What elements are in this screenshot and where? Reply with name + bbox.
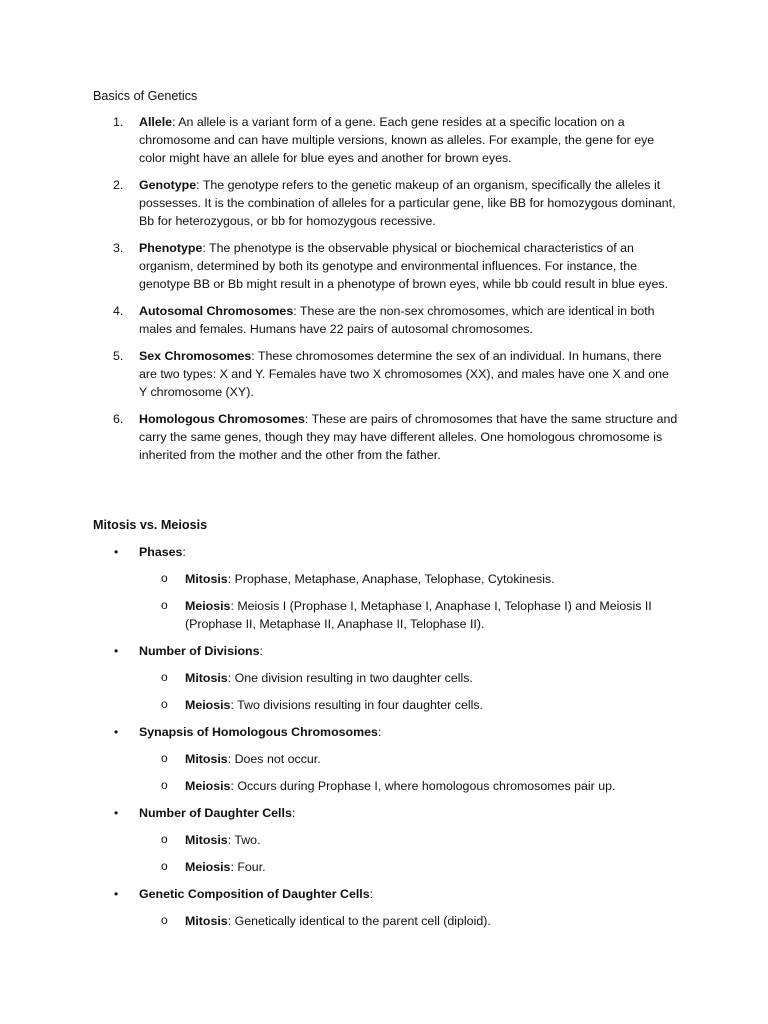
- list-item-phases: [0, 543, 768, 633]
- term-definition: : These are pairs of chromosomes that have the same structure and carry the same genes, though they may have different alleles. One homologous chromosome is inherited from the mother and the other from the father.: [139, 412, 678, 462]
- circle-bullet-icon: o: [161, 670, 168, 684]
- term-label: Meiosis: [185, 698, 231, 712]
- circle-bullet-icon: o: [161, 859, 168, 873]
- term-definition: : Two.: [227, 833, 261, 847]
- sub-list: [139, 831, 768, 876]
- circle-bullet-icon: o: [161, 751, 168, 765]
- category-colon: :: [369, 887, 374, 901]
- term-label: Mitosis: [185, 914, 228, 928]
- term-label: Phenotype: [139, 241, 203, 255]
- circle-bullet-icon: o: [161, 571, 168, 585]
- term-label: Mitosis: [185, 671, 228, 685]
- term-label: Meiosis: [185, 779, 231, 793]
- sub-item-mitosis: [139, 912, 685, 930]
- category-colon: :: [291, 806, 296, 820]
- term-definition: : Does not occur.: [227, 752, 321, 766]
- term-label: Autosomal Chromosomes: [139, 304, 294, 318]
- term-label: Genotype: [139, 178, 197, 192]
- sub-list: [139, 750, 768, 795]
- sub-item-mitosis: [139, 669, 685, 687]
- list-item-number-of-divisions: [0, 642, 768, 714]
- sub-list: [139, 669, 768, 714]
- term-definition: : Two divisions resulting in four daughter cells.: [230, 698, 483, 712]
- term-label: Mitosis: [185, 833, 228, 847]
- list-item-sex-chromosomes: [0, 347, 679, 401]
- category-label: Phases: [139, 545, 183, 559]
- category-label: Synapsis of Homologous Chromosomes: [139, 725, 378, 739]
- category-colon: :: [377, 725, 382, 739]
- list-item-genetic-composition: [0, 885, 768, 930]
- category-label: Number of Daughter Cells: [139, 806, 292, 820]
- sub-item-mitosis: [139, 570, 685, 588]
- bullet-icon: •: [114, 806, 119, 820]
- list-item-autosomal-chromosomes: [0, 302, 679, 338]
- bullet-icon: •: [114, 644, 119, 658]
- term-label: Sex Chromosomes: [139, 349, 252, 363]
- term-definition: : Occurs during Prophase I, where homologous chromosomes pair up.: [230, 779, 616, 793]
- sub-item-meiosis: [139, 777, 685, 795]
- section-heading-mitosis-vs-meiosis: Mitosis vs. Meiosis: [93, 518, 208, 532]
- list-number: 3.: [113, 241, 124, 255]
- list-number: 4.: [113, 304, 124, 318]
- list-item-homologous-chromosomes: [0, 410, 679, 464]
- term-label: Mitosis: [185, 752, 228, 766]
- circle-bullet-icon: o: [161, 913, 168, 927]
- term-definition: : These are the non-sex chromosomes, which are identical in both males and females. Humans have 22 pairs of autosomal chromosomes.: [139, 304, 655, 336]
- bullet-icon: •: [114, 725, 119, 739]
- term-definition: : Meiosis I (Prophase I, Metaphase I, Anaphase I, Telophase I) and Meiosis II (Prophase II, Metaphase II, Anaphase II, Telophase II).: [185, 599, 652, 631]
- category-label: Number of Divisions: [139, 644, 260, 658]
- sub-list: [139, 912, 768, 930]
- section-heading-basics-of-genetics: Basics of Genetics: [93, 89, 198, 103]
- sub-item-meiosis: [139, 696, 685, 714]
- category-colon: :: [182, 545, 186, 559]
- bullet-icon: •: [114, 545, 119, 559]
- term-definition: : Prophase, Metaphase, Anaphase, Telophase, Cytokinesis.: [227, 572, 555, 586]
- list-item-synapsis: [0, 723, 768, 795]
- list-number: 6.: [113, 412, 124, 426]
- term-label: Mitosis: [185, 572, 228, 586]
- sub-list: [139, 570, 768, 633]
- category-colon: :: [259, 644, 263, 658]
- circle-bullet-icon: o: [161, 778, 168, 792]
- comparison-list: [0, 543, 768, 939]
- circle-bullet-icon: o: [161, 598, 168, 612]
- category-label: Genetic Composition of Daughter Cells: [139, 887, 370, 901]
- term-definition: : Genetically identical to the parent cell (diploid).: [227, 914, 491, 928]
- term-definition: : Four.: [230, 860, 266, 874]
- term-definition: : The genotype refers to the genetic makeup of an organism, specifically the alleles it possesses. It is the combination of alleles for a particular gene, like BB for homozygous dominant, Bb for heterozygous, or bb for homozygous recessive.: [139, 178, 676, 228]
- list-item-allele: [0, 113, 679, 167]
- sub-item-mitosis: [139, 750, 685, 768]
- list-number: 2.: [113, 178, 124, 192]
- list-item-number-of-daughter-cells: [0, 804, 768, 876]
- list-number: 5.: [113, 349, 124, 363]
- list-item-phenotype: [0, 239, 679, 293]
- term-definition: : An allele is a variant form of a gene. Each gene resides at a specific location on a chromosome and can have multiple versions, known as alleles. For example, the gene for eye color might have an allele for blue eyes and another for brown eyes.: [139, 115, 655, 165]
- sub-item-mitosis: [139, 831, 685, 849]
- circle-bullet-icon: o: [161, 832, 168, 846]
- bullet-icon: •: [114, 887, 119, 901]
- circle-bullet-icon: o: [161, 697, 168, 711]
- genetics-terms-list: [0, 113, 768, 473]
- list-item-genotype: [0, 176, 679, 230]
- term-definition: : The phenotype is the observable physical or biochemical characteristics of an organism, determined by both its genotype and environmental influences. For instance, the genotype BB or Bb might result in a phenotype of brown eyes, while bb could result in blue eyes.: [139, 241, 668, 291]
- term-definition: : One division resulting in two daughter cells.: [227, 671, 473, 685]
- term-label: Allele: [139, 115, 173, 129]
- list-number: 1.: [113, 115, 124, 129]
- term-label: Meiosis: [185, 599, 231, 613]
- sub-item-meiosis: [139, 597, 685, 633]
- term-label: Meiosis: [185, 860, 231, 874]
- term-label: Homologous Chromosomes: [139, 412, 305, 426]
- sub-item-meiosis: [139, 858, 685, 876]
- term-definition: : These chromosomes determine the sex of an individual. In humans, there are two types: X and Y. Females have two X chromosomes (XX), and males have one X and one Y chromosome (XY).: [139, 349, 669, 399]
